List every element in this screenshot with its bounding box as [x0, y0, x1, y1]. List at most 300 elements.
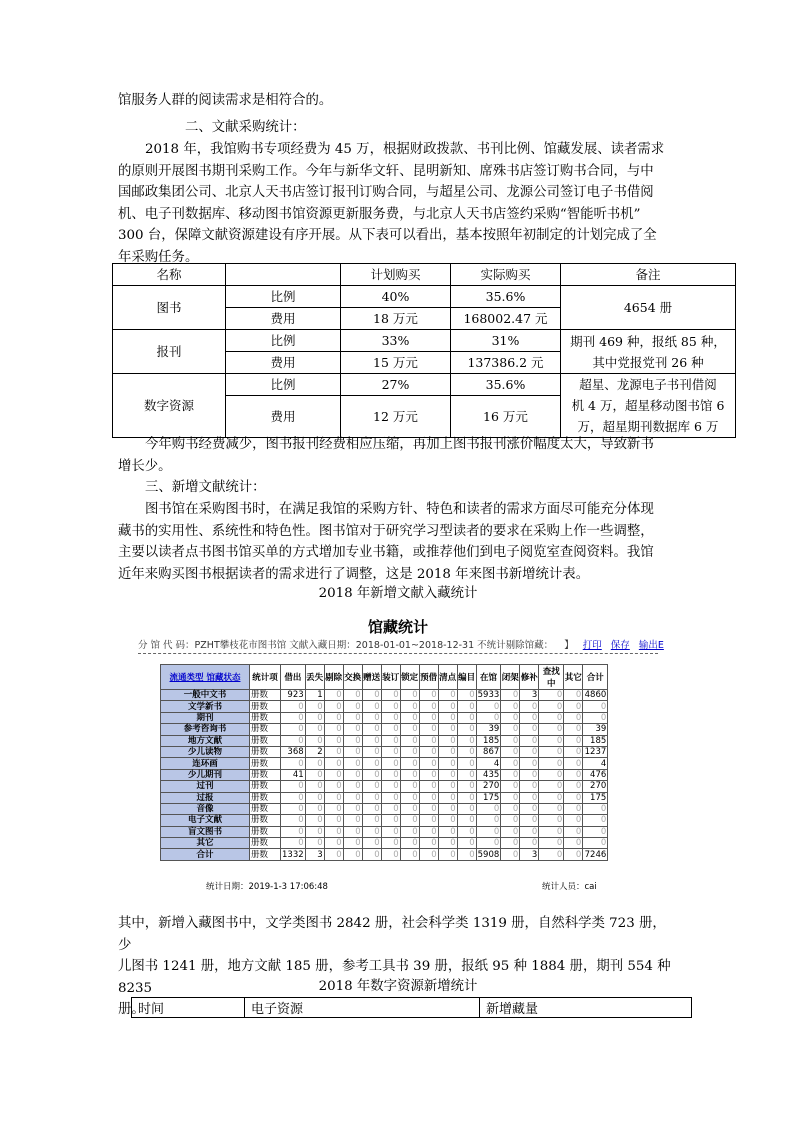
- table-cell: 0: [457, 735, 476, 746]
- text-line: 近年来购买图书根据读者的需求进行了调整，这是 2018 年来图书新增统计表。: [118, 566, 590, 582]
- table-cell: 0: [400, 792, 419, 803]
- table-row: [161, 826, 608, 837]
- table-cell: 476: [583, 769, 608, 780]
- row-unit: 册数: [250, 690, 281, 701]
- table-cell: 0: [520, 724, 539, 735]
- table-cell: 0: [400, 838, 419, 849]
- note-line: 机 4 万，超星移动图书馆 6: [571, 398, 725, 413]
- table-cell: 368: [281, 746, 306, 757]
- table-cell: 0: [362, 815, 381, 826]
- table-cell: 0: [438, 758, 457, 769]
- row-category: 文学新书: [161, 701, 250, 712]
- table-cell: 0: [501, 690, 520, 701]
- row-category: 期刊: [161, 712, 250, 723]
- section-heading-new-items: 三、新增文献统计：: [145, 480, 266, 495]
- group-name-books: 图书: [113, 286, 226, 330]
- table-cell: 0: [305, 724, 324, 735]
- table-cell: 0: [305, 735, 324, 746]
- table-cell: 1332: [282, 849, 304, 860]
- table-cell: 0: [381, 815, 400, 826]
- group-name-digital: 数字资源: [113, 374, 226, 438]
- table-cell: 0: [564, 803, 583, 814]
- text-line: 机、电子刊数据库、移动图书馆资源更新服务费，与北京人天书店签约采购“智能听书机”: [118, 206, 641, 222]
- text-line: 300 台，保障文献资源建设有序开展。从下表可以看出，基本按照年初制定的计划完成了全: [118, 228, 657, 243]
- actual-cell: 31%: [451, 330, 561, 352]
- table-cell: 2: [305, 746, 324, 757]
- table-row: [161, 838, 608, 849]
- table-cell: 0: [281, 792, 306, 803]
- table-cell: 0: [419, 826, 438, 837]
- table-row: [161, 792, 608, 803]
- table-cell: 0: [457, 758, 476, 769]
- table-cell: 0: [539, 735, 564, 746]
- table-cell: 0: [343, 769, 362, 780]
- row-label: 比例: [226, 330, 341, 352]
- table-cell: 0: [476, 838, 501, 849]
- table-cell: 0: [343, 701, 362, 712]
- table-cell: 0: [381, 724, 400, 735]
- header-cell: 备注: [561, 264, 736, 286]
- column-header: 统计项: [250, 665, 281, 690]
- row-unit: 册数: [250, 735, 281, 746]
- table-cell: 0: [564, 781, 583, 792]
- table-cell: 0: [501, 803, 520, 814]
- row-label: 比例: [226, 374, 341, 396]
- table-cell: 0: [362, 712, 381, 723]
- table-cell: 0: [362, 758, 381, 769]
- planned-cell: 15 万元: [341, 352, 451, 374]
- table-cell: 0: [539, 701, 564, 712]
- table-cell: 0: [520, 735, 539, 746]
- table-cell: 0: [564, 769, 583, 780]
- table-cell: 0: [281, 781, 306, 792]
- table-cell: 0: [539, 803, 564, 814]
- table-cell: 0: [539, 690, 564, 701]
- table-cell: 0: [362, 803, 381, 814]
- table-cell: 0: [419, 803, 438, 814]
- table-cell: 0: [564, 758, 583, 769]
- table-cell: 0: [324, 815, 343, 826]
- row-unit: 册数: [250, 838, 281, 849]
- table-cell: 0: [457, 826, 476, 837]
- table-cell: 0: [564, 838, 583, 849]
- table-cell: 435: [476, 769, 501, 780]
- table-cell: 0: [343, 712, 362, 723]
- table-cell: 4860: [584, 690, 607, 701]
- table-cell: 0: [564, 746, 583, 757]
- table-cell: 0: [539, 712, 564, 723]
- note-line: 4654 册: [623, 300, 673, 315]
- column-header: 合计: [583, 665, 608, 690]
- stat-person: 统计人员：cai: [542, 882, 597, 892]
- table-cell: 0: [343, 838, 362, 849]
- table-cell: 0: [400, 701, 419, 712]
- table-cell: 0: [476, 815, 501, 826]
- table-cell: 0: [362, 690, 381, 701]
- table-cell: 0: [501, 712, 520, 723]
- table-cell: 0: [343, 781, 362, 792]
- row-unit: 册数: [250, 826, 281, 837]
- table-cell: 0: [438, 849, 457, 860]
- table-cell: 0: [343, 758, 362, 769]
- actual-cell: 16 万元: [451, 396, 561, 438]
- row-category: 一般中文书: [161, 690, 250, 701]
- row-unit: 册数: [250, 781, 281, 792]
- table-cell: 39: [583, 724, 608, 735]
- table-cell: 0: [457, 781, 476, 792]
- table-cell: 0: [539, 724, 564, 735]
- table-cell: 0: [343, 792, 362, 803]
- table-cell: 1237: [584, 747, 607, 758]
- table-cell: 0: [539, 781, 564, 792]
- table-cell: 5933: [477, 690, 500, 701]
- table-cell: 0: [457, 701, 476, 712]
- table-cell: 0: [305, 758, 324, 769]
- table-cell: 7246: [584, 849, 607, 860]
- table-cell: 0: [419, 690, 438, 701]
- table-cell: 0: [343, 815, 362, 826]
- column-header: 交换: [343, 665, 362, 690]
- table-cell: 0: [343, 849, 362, 860]
- table-cell: 0: [520, 838, 539, 849]
- table-cell: 0: [400, 826, 419, 837]
- table-cell: 0: [381, 769, 400, 780]
- print-link[interactable]: 打印: [582, 640, 602, 651]
- column-header-type[interactable]: 流通类型 馆藏状态: [161, 665, 250, 690]
- table-cell: 3: [520, 690, 539, 701]
- table-cell: 0: [324, 826, 343, 837]
- table-row: [161, 690, 608, 701]
- table-cell: 0: [324, 690, 343, 701]
- table-cell: 0: [564, 849, 583, 860]
- row-unit: 册数: [250, 758, 281, 769]
- text-line: 今年购书经费减少，图书报刊经费相应压缩，再加上图书报刊涨价幅度太大，导致新书: [145, 437, 654, 452]
- text-line: 增长少。: [118, 458, 172, 474]
- table-cell: 0: [564, 815, 583, 826]
- stats-title: 馆藏统计: [367, 618, 428, 636]
- table-row: [161, 712, 608, 723]
- table-cell: 0: [564, 701, 583, 712]
- table-cell: 0: [438, 803, 457, 814]
- planned-cell: 12 万元: [341, 396, 451, 438]
- table-cell: 0: [564, 792, 583, 803]
- table-cell: 3: [520, 849, 539, 860]
- text-line: 2018 年，我馆购书专项经费为 45 万，根据财政拨款、书刊比例、馆藏发展、读者需求: [145, 142, 665, 157]
- table-cell: 0: [583, 803, 608, 814]
- table-cell: 0: [305, 838, 324, 849]
- table-cell: 0: [539, 815, 564, 826]
- table-cell: 0: [381, 746, 400, 757]
- table-cell: 0: [564, 712, 583, 723]
- table-cell: 4: [476, 758, 501, 769]
- header-cell: 名称: [113, 264, 226, 286]
- table-cell: 0: [362, 781, 381, 792]
- column-header: 查找中: [539, 665, 564, 690]
- stat-date: 统计日期：2019-1-3 17:06:48: [206, 882, 328, 892]
- actual-cell: 35.6%: [451, 286, 561, 308]
- text-line: 儿图书 1241 册，地方文献 185 册，参考工具书 39 册，报纸 95 种 1884 册，期刊 554 种 8235: [118, 959, 671, 996]
- table-cell: 0: [281, 701, 306, 712]
- table-cell: 0: [476, 826, 501, 837]
- table-cell: 867: [476, 746, 501, 757]
- header-cell: [226, 264, 341, 286]
- table-cell: 0: [520, 815, 539, 826]
- filter-text: 分 馆 代 码：PZHT攀枝花市图书馆 文献入藏日期：2018-01-01~2018-12-31 不统计剔除馆藏：: [138, 640, 554, 651]
- table-cell: 0: [539, 826, 564, 837]
- table-cell: 0: [457, 724, 476, 735]
- table-row: [161, 758, 608, 769]
- table-cell: 0: [324, 701, 343, 712]
- table-row: [161, 769, 608, 780]
- table-cell: 0: [520, 792, 539, 803]
- table-cell: 185: [583, 735, 608, 746]
- table-cell: 0: [457, 769, 476, 780]
- text-line: 其中，新增入藏图书中，文学类图书 2842 册，社会科学类 1319 册，自然科学类 723 册，少: [118, 916, 666, 953]
- row-unit: 册数: [250, 803, 281, 814]
- planned-cell: 33%: [341, 330, 451, 352]
- table-cell: 0: [400, 849, 419, 860]
- table-cell: 0: [400, 815, 419, 826]
- save-link[interactable]: 保存: [610, 640, 630, 651]
- table-cell: 0: [381, 701, 400, 712]
- table-cell: 0: [305, 781, 324, 792]
- table-cell: 0: [501, 815, 520, 826]
- table-cell: 0: [457, 712, 476, 723]
- table-cell: 0: [324, 781, 343, 792]
- table-cell: 0: [324, 712, 343, 723]
- note-line: 期刊 469 种，报纸 85 种，: [570, 333, 726, 349]
- column-header: 剔除: [324, 665, 343, 690]
- row-category: 过刊: [161, 781, 250, 792]
- table-cell: 0: [501, 746, 520, 757]
- column-header: 赠送: [362, 665, 381, 690]
- row-label: 费用: [226, 352, 341, 374]
- table-cell: 0: [281, 712, 306, 723]
- row-unit: 册数: [250, 746, 281, 757]
- table-cell: 0: [281, 803, 306, 814]
- table-cell: 0: [583, 712, 608, 723]
- table-cell: 0: [501, 769, 520, 780]
- table-row: [161, 735, 608, 746]
- table-cell: 0: [501, 849, 520, 860]
- text-line: 册。: [118, 1002, 145, 1017]
- paragraph-new-items: [118, 499, 678, 585]
- bracket-glyph: 】: [564, 640, 574, 651]
- table-cell: 0: [305, 701, 324, 712]
- table-cell: 0: [501, 724, 520, 735]
- table-cell: 0: [539, 758, 564, 769]
- header-cell: 实际购买: [451, 264, 561, 286]
- table-cell: 0: [281, 758, 306, 769]
- table-cell: 0: [438, 838, 457, 849]
- table-cell: 0: [520, 826, 539, 837]
- table-cell: 0: [324, 724, 343, 735]
- table-cell: 175: [583, 792, 608, 803]
- procurement-table: [112, 263, 736, 438]
- table-cell: 0: [501, 758, 520, 769]
- table-row: [161, 849, 608, 860]
- table-cell: 0: [305, 815, 324, 826]
- table-cell: 0: [324, 735, 343, 746]
- table-cell: 0: [438, 769, 457, 780]
- table-cell: 0: [381, 826, 400, 837]
- table-cell: 0: [324, 803, 343, 814]
- row-label: 费用: [226, 308, 341, 330]
- table-row: [161, 746, 608, 757]
- table-cell: 0: [324, 746, 343, 757]
- table-cell: 0: [457, 746, 476, 757]
- table-cell: 0: [324, 792, 343, 803]
- table-cell: 0: [381, 838, 400, 849]
- stats-filter-bar: [138, 637, 664, 651]
- planned-cell: 27%: [341, 374, 451, 396]
- table-cell: 0: [362, 849, 381, 860]
- table-cell: 0: [520, 758, 539, 769]
- header-cell: 新增藏量: [480, 998, 692, 1018]
- table-cell: 0: [476, 803, 501, 814]
- text-line: 主要以读者点书图书馆买单的方式增加专业书籍，或推荐他们到电子阅览室查阅资料。我馆: [118, 545, 654, 560]
- table-cell: 923: [281, 690, 306, 701]
- column-header: 锁定: [400, 665, 419, 690]
- table-cell: 0: [381, 849, 400, 860]
- table-cell: 0: [324, 838, 343, 849]
- column-header: 丢失: [305, 665, 324, 690]
- row-category: 连环画: [161, 758, 250, 769]
- table-cell: 270: [476, 781, 501, 792]
- table-cell: 0: [520, 746, 539, 757]
- table-cell: 0: [362, 746, 381, 757]
- table-cell: 0: [583, 701, 608, 712]
- text-line: 的原则开展图书期刊采购工作。今年与新华文轩、昆明新知、席殊书店签订购书合同，与中: [118, 163, 654, 179]
- table-cell: 0: [381, 712, 400, 723]
- column-header: 编目: [457, 665, 476, 690]
- table-cell: 0: [520, 701, 539, 712]
- table-cell: 0: [281, 826, 306, 837]
- column-header: 修补: [520, 665, 539, 690]
- table-cell: 4: [583, 758, 608, 769]
- table-row: [161, 815, 608, 826]
- table-cell: 0: [539, 746, 564, 757]
- table-cell: 0: [419, 815, 438, 826]
- table-cell: 0: [362, 701, 381, 712]
- note-cell: [561, 330, 736, 374]
- table-cell: 0: [400, 735, 419, 746]
- collection-stats-screenshot: [138, 612, 664, 897]
- table-cell: 0: [419, 849, 438, 860]
- note-line: 其中党报党刊 26 种: [592, 354, 704, 370]
- row-unit: 册数: [250, 701, 281, 712]
- header-cell: 时间: [132, 998, 245, 1018]
- note-cell: [561, 286, 736, 330]
- table-cell: 0: [564, 690, 583, 701]
- table-cell: 0: [362, 769, 381, 780]
- row-label: 比例: [226, 286, 341, 308]
- row-category: 地方文献: [161, 735, 250, 746]
- row-label: 费用: [226, 396, 341, 438]
- table-cell: 0: [457, 690, 476, 701]
- row-category: 盲文图书: [161, 826, 250, 837]
- note-line: 万，超星期刊数据库 6 万: [577, 419, 719, 434]
- table-cell: 0: [362, 826, 381, 837]
- column-header: 清点: [438, 665, 457, 690]
- table-cell: 0: [520, 769, 539, 780]
- column-header: 其它: [564, 665, 583, 690]
- table-cell: 0: [501, 826, 520, 837]
- export-link[interactable]: 输出E: [638, 640, 664, 651]
- table-cell: 0: [343, 803, 362, 814]
- row-unit: 册数: [250, 724, 281, 735]
- row-unit: 册数: [250, 792, 281, 803]
- table-cell: 1: [305, 690, 324, 701]
- actual-cell: 168002.47 元: [451, 308, 561, 330]
- table-cell: 270: [583, 781, 608, 792]
- table-cell: 0: [438, 781, 457, 792]
- table-cell: 0: [381, 758, 400, 769]
- table-cell: 0: [362, 724, 381, 735]
- table-cell: 41: [281, 769, 306, 780]
- table-cell: 0: [400, 724, 419, 735]
- row-category: 少儿读物: [161, 746, 250, 757]
- table-cell: 0: [305, 803, 324, 814]
- table-cell: 0: [419, 746, 438, 757]
- table-cell: 0: [362, 792, 381, 803]
- table-cell: 0: [281, 815, 306, 826]
- table-cell: 0: [324, 849, 343, 860]
- table-cell: 0: [419, 712, 438, 723]
- divider: [138, 653, 658, 654]
- table-cell: 0: [457, 803, 476, 814]
- actual-cell: 137386.2 元: [451, 352, 561, 374]
- group-name-periodicals: 报刊: [113, 330, 226, 374]
- table-cell: 0: [539, 838, 564, 849]
- caption-new-items: 2018 年新增文献入藏统计: [318, 586, 478, 601]
- column-header: 借出: [281, 665, 306, 690]
- text-line: 年采购任务。: [118, 249, 199, 265]
- column-header: 预借: [419, 665, 438, 690]
- table-cell: 0: [419, 838, 438, 849]
- table-cell: 0: [400, 712, 419, 723]
- column-header: 闭架: [501, 665, 520, 690]
- table-cell: 0: [419, 701, 438, 712]
- table-cell: 0: [419, 792, 438, 803]
- row-unit: 册数: [250, 815, 281, 826]
- table-cell: 0: [438, 792, 457, 803]
- table-cell: 0: [564, 826, 583, 837]
- table-cell: 0: [305, 792, 324, 803]
- table-row: [161, 781, 608, 792]
- table-cell: 3: [305, 849, 324, 860]
- row-category: 参考咨询书: [161, 724, 250, 735]
- table-cell: 0: [419, 781, 438, 792]
- table-cell: 0: [381, 781, 400, 792]
- table-cell: 0: [438, 724, 457, 735]
- table-cell: 0: [438, 826, 457, 837]
- table-cell: 0: [419, 724, 438, 735]
- note-cell: [561, 374, 736, 438]
- table-cell: 0: [501, 701, 520, 712]
- row-category: 电子文献: [161, 815, 250, 826]
- table-cell: 0: [438, 690, 457, 701]
- row-category: 合计: [161, 849, 250, 860]
- table-cell: 0: [583, 838, 608, 849]
- table-cell: 0: [583, 826, 608, 837]
- row-category: 音像: [161, 803, 250, 814]
- table-cell: 0: [305, 712, 324, 723]
- table-cell: 0: [457, 792, 476, 803]
- table-cell: 0: [343, 690, 362, 701]
- table-cell: 0: [457, 849, 476, 860]
- table-cell: 0: [324, 758, 343, 769]
